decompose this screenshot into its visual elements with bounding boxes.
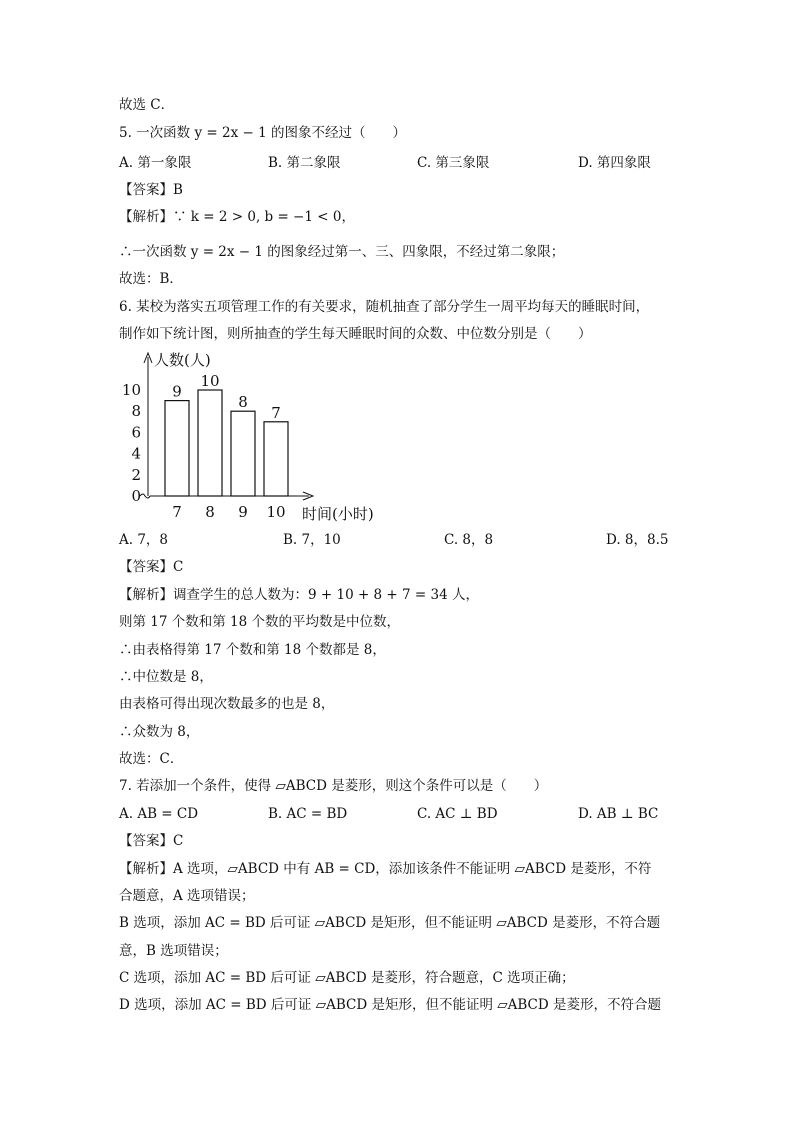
y-tick-label: 8 [131, 402, 141, 421]
q6-explanation-6: ∴众数为 8， [119, 724, 200, 740]
bar [198, 390, 222, 496]
q5-option-b: B. 第二象限 [268, 155, 341, 171]
q7-option-d: D. AB ⊥ BC [578, 806, 659, 822]
q7-explanation-5: C 选项，添加 AC = BD 后可证 ▱ABCD 是菱形，符合题意，C 选项正确； [119, 970, 575, 986]
q7-option-a: A. AB = CD [119, 806, 199, 822]
x-tick-label: 8 [205, 503, 215, 521]
q7-explanation-2: 合题意，A 选项错误； [119, 888, 255, 904]
bar [231, 411, 255, 496]
bar [165, 401, 189, 496]
bar-data-label: 9 [172, 382, 182, 401]
bar [264, 422, 288, 496]
y-axis-label: 人数(人) [154, 351, 211, 369]
y-tick-label: 6 [131, 423, 141, 442]
q6-option-b: B. 7，10 [283, 532, 341, 548]
y-tick-label: 4 [131, 444, 141, 463]
y-tick-label: 2 [131, 465, 141, 484]
q6-explanation-2: 则第 17 个数和第 18 个数的平均数是中位数， [119, 614, 401, 630]
answer-line-q4-end: 故选 C． [119, 97, 175, 113]
q6-explanation-3: ∴由表格得第 17 个数和第 18 个数都是 8， [119, 642, 386, 658]
q7-explanation-3: B 选项，添加 AC = BD 后可证 ▱ABCD 是矩形，但不能证明 ▱ABCD 是菱形，不符合题 [119, 915, 661, 931]
q5-option-c: C. 第三象限 [417, 155, 490, 171]
bar-data-label: 10 [200, 372, 220, 390]
q6-option-c: C. 8，8 [444, 532, 494, 548]
q7-option-b: B. AC = BD [268, 806, 348, 822]
q7-explanation-1: 【解析】A 选项，▱ABCD 中有 AB = CD，添加该条件不能证明 ▱ABCD 是菱形，不符 [119, 861, 652, 877]
q7-explanation-6: D 选项，添加 AC = BD 后可证 ▱ABCD 是矩形，但不能证明 ▱ABCD 是菱形，不符合题 [119, 997, 661, 1013]
x-tick-label: 7 [172, 503, 182, 521]
question-5: 5. 一次函数 y = 2x − 1 的图象不经过（ ） [119, 125, 406, 141]
q6-explanation-4: ∴中位数是 8， [119, 669, 213, 685]
x-tick-label: 10 [266, 503, 286, 521]
bar-data-label: 8 [238, 393, 248, 412]
x-axis-label: 时间(小时) [302, 505, 374, 523]
q6-conclusion: 故选：C． [119, 751, 184, 767]
sleep-time-bar-chart [118, 345, 408, 525]
q6-explanation-5: 由表格可得出现次数最多的也是 8， [119, 696, 335, 712]
q7-explanation-4: 意，B 选项错误； [119, 943, 228, 959]
q6-answer: 【答案】C [119, 559, 184, 575]
bar-data-label: 7 [271, 403, 281, 422]
q5-explanation-1: 【解析】∵ k = 2 > 0, b = −1 < 0， [119, 209, 355, 225]
q5-option-d: D. 第四象限 [578, 155, 651, 171]
question-6-line-2: 制作如下统计图，则所抽查的学生每天睡眠时间的众数、中位数分别是（ ） [119, 326, 592, 342]
q5-option-a: A. 第一象限 [119, 155, 192, 171]
y-tick-label: 10 [121, 381, 141, 399]
q7-answer: 【答案】C [119, 833, 184, 849]
q5-explanation-2: ∴一次函数 y = 2x − 1 的图象经过第一、三、四象限，不经过第二象限； [119, 244, 565, 260]
q6-explanation-1: 【解析】调查学生的总人数为：9 + 10 + 8 + 7 = 34 人， [119, 587, 479, 603]
q6-option-a: A. 7，8 [119, 532, 169, 548]
q5-answer: 【答案】B [119, 182, 183, 198]
q6-option-d: D. 8，8.5 [606, 532, 669, 548]
x-tick-label: 9 [238, 503, 248, 521]
y-tick-label: 0 [131, 487, 141, 505]
q5-conclusion: 故选：B． [119, 271, 183, 287]
q7-option-c: C. AC ⊥ BD [417, 806, 498, 822]
question-7: 7. 若添加一个条件，使得 ▱ABCD 是菱形，则这个条件可以是（ ） [119, 778, 548, 794]
question-6-line-1: 6. 某校为落实五项管理工作的有关要求，随机抽查了部分学生一周平均每天的睡眠时间， [119, 299, 650, 315]
